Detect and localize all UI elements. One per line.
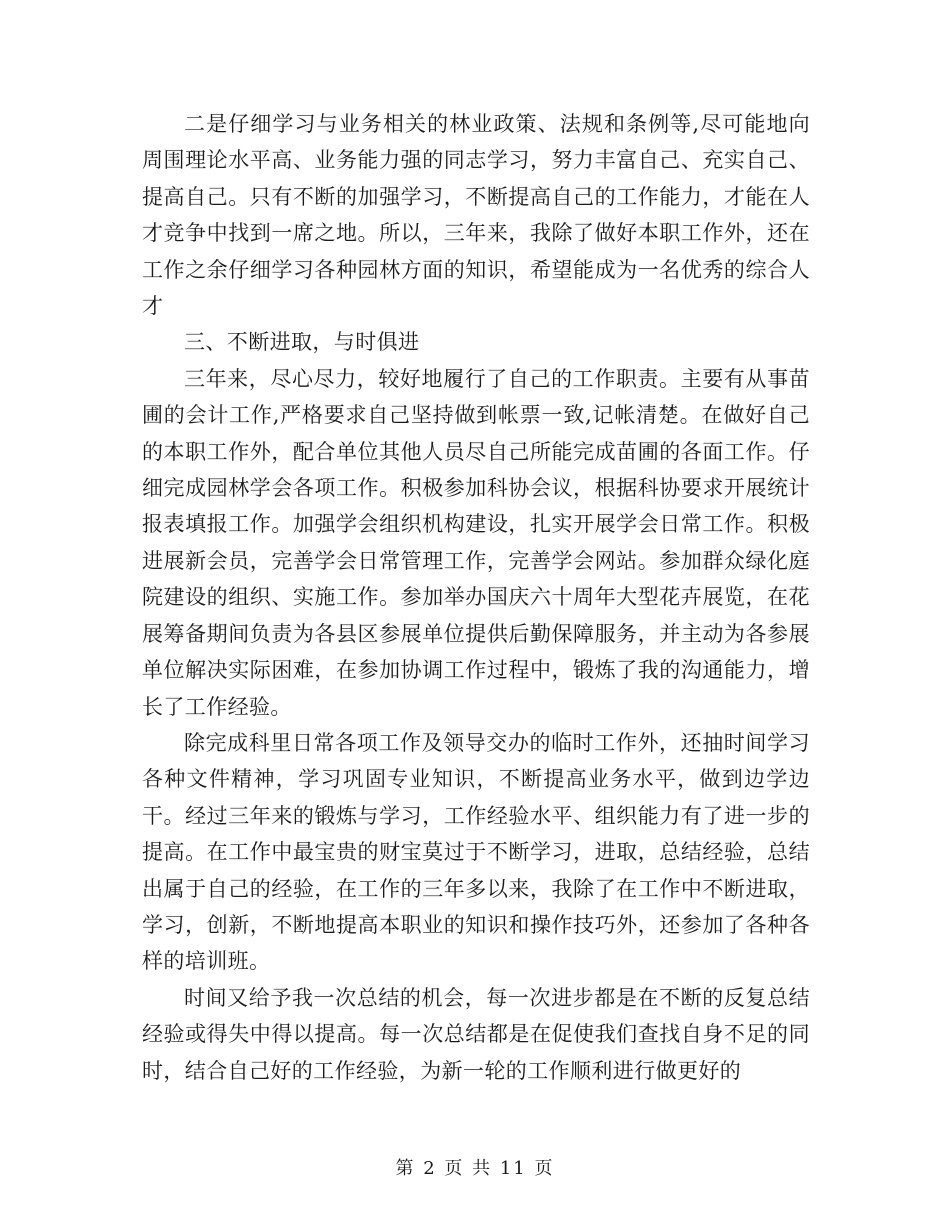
paragraph-work-duties: 三年来，尽心尽力，较好地履行了自己的工作职责。主要有从事苗圃的会计工作,严格要求自己坚持做到帐票一致,记帐清楚。在做好自己的本职工作外，配合单位其他人员尽自己所能完成苗圃的各面工作。仔细完成园林学会各项工作。积极参加科协会议，根据科协要求开展统计报表填报工作。加强学会组织机构建设，扎实开展学会日常工作。积极进展新会员，完善学会日常管理工作，完善学会网站。参加群众绿化庭院建设的组织、实施工作。参加举办国庆六十周年大型花卉展览，在花展筹备期间负责为各县区参展单位提供后勤保障服务，并主动为各参展单位解决实际困难，在参加协调工作过程中，锻炼了我的沟通能力，增长了工作经验。 [142,366,810,719]
section-heading-progress: 三、不断进取，与时俱进 [184,330,420,355]
document-body [142,106,810,1089]
paragraph-learning-growth: 除完成科里日常各项工作及领导交办的临时工作外，还抽时间学习各种文件精神，学习巩固专业知识，不断提高业务水平，做到边学边干。经过三年来的锻炼与学习，工作经验水平、组织能力有了进一步的提高。在工作中最宝贵的财宝莫过于不断学习，进取，总结经验，总结出属于自己的经验，在工作的三年多以来，我除了在工作中不断进取，学习，创新，不断地提高本职业的知识和操作技巧外，还参加了各种各样的培训班。 [142,730,810,974]
paragraph-summary: 时间又给予我一次总结的机会，每一次进步都是在不断的反复总结经验或得失中得以提高。每一次总结都是在促使我们查找自身不足的同时，结合自己好的工作经验，为新一轮的工作顺利进行做更好的 [142,985,810,1083]
page-number-footer: 第 2 页 共 11 页 [395,1158,555,1179]
paragraph-study-regulations: 二是仔细学习与业务相关的林业政策、法规和条例等,尽可能地向周围理论水平高、业务能力强的同志学习，努力丰富自己、充实自己、提高自己。只有不断的加强学习，不断提高自己的工作能力，才能在人才竞争中找到一席之地。所以，三年来，我除了做好本职工作外，还在工作之余仔细学习各种园林方面的知识，希望能成为一名优秀的综合人才 [142,112,810,319]
